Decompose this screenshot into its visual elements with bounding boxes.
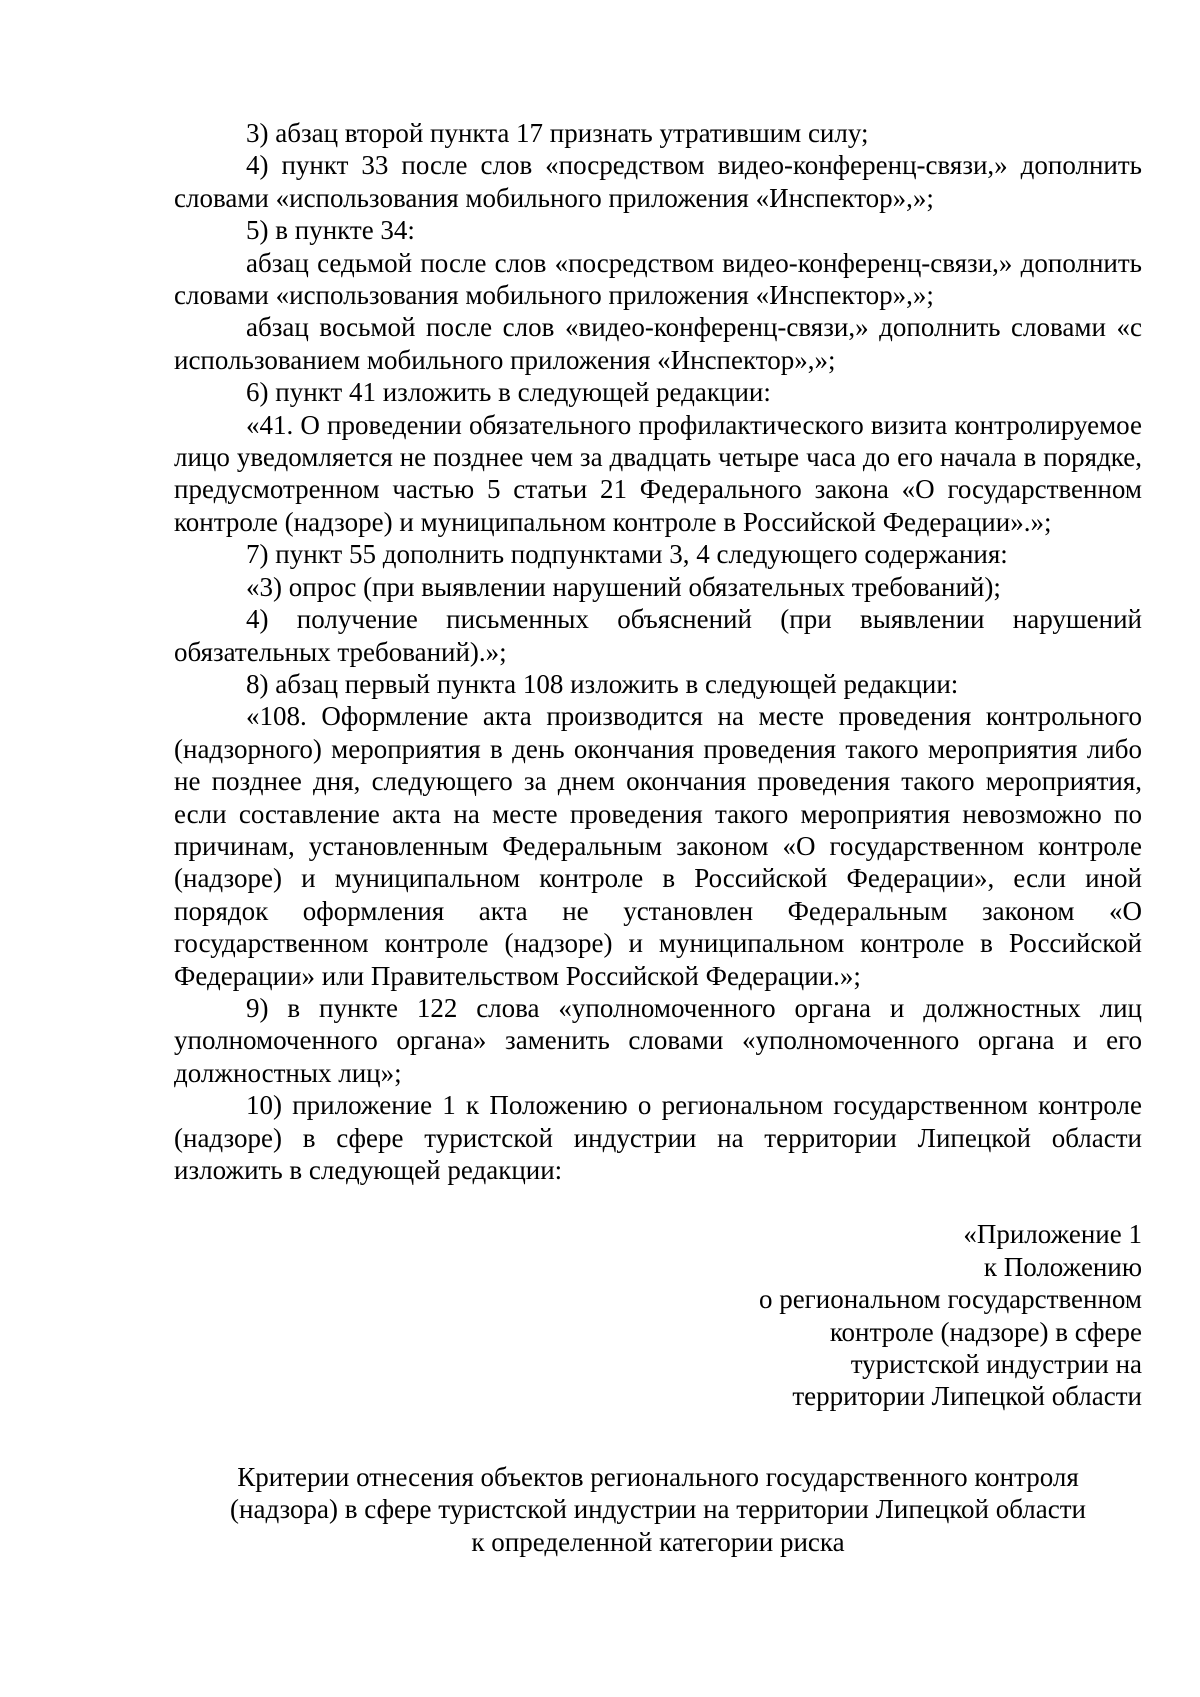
paragraph: «3) опрос (при выявлении нарушений обязательных требований); bbox=[246, 571, 1001, 602]
paragraph: 4) получение письменных объяснений (при выявлении нарушений обязательных требований).»; bbox=[174, 604, 1142, 667]
paragraph: «108. Оформление акта производится на месте проведения контрольного (надзорного) мероприятия в день окончания проведения такого мероприятия либо не позднее дня, следующего за днем окончания проведения такого мероприятия, если составление акта на месте проведения такого мероприятия невозможно по причинам, установленным Федеральным законом «О государственном контроле (надзоре) и муниципальном контроле в Российской Федерации», если иной порядок оформления акта не установлен Федеральным законом «О государственном контроле (надзоре) и муниципальном контроле в Российской Федерации» или Правительством Российской Федерации.»; bbox=[174, 701, 1142, 991]
title-line: к определенной категории риска bbox=[471, 1526, 845, 1557]
paragraph: 3) абзац второй пункта 17 признать утратившим силу; bbox=[246, 118, 869, 148]
document-page bbox=[174, 117, 1142, 1558]
paragraph: 6) пункт 41 изложить в следующей редакции: bbox=[246, 377, 771, 408]
paragraph: 7) пункт 55 дополнить подпунктами 3, 4 следующего содержания: bbox=[246, 539, 1008, 570]
appendix-header bbox=[174, 1218, 1142, 1412]
appendix-line: к Положению bbox=[983, 1251, 1142, 1282]
paragraph: 9) в пункте 122 слова «уполномоченного органа и должностных лиц уполномоченного органа» заменить словами «уполномоченного органа и его должностных лиц»; bbox=[174, 992, 1142, 1088]
paragraph: 8) абзац первый пункта 108 изложить в следующей редакции: bbox=[246, 668, 959, 699]
paragraph: абзац седьмой после слов «посредством видео-конференц-связи,» дополнить словами «использования мобильного приложения «Инспектор»,»; bbox=[174, 247, 1142, 311]
appendix-line: «Приложение 1 bbox=[963, 1219, 1142, 1250]
section-title bbox=[174, 1461, 1142, 1558]
paragraph: 5) в пункте 34: bbox=[246, 215, 415, 246]
paragraph: 10) приложение 1 к Положению о региональном государственном контроле (надзоре) в сфере туристской индустрии на территории Липецкой области изложить в следующей редакции: bbox=[174, 1090, 1142, 1185]
appendix-line: территории Липецкой области bbox=[792, 1381, 1142, 1412]
appendix-line: контроле (надзоре) в сфере bbox=[829, 1316, 1142, 1347]
appendix-line: туристской индустрии на bbox=[850, 1349, 1142, 1380]
appendix-line: о региональном государственном bbox=[758, 1284, 1142, 1315]
paragraph: 4) пункт 33 после слов «посредством видео-конференц-связи,» дополнить словами «использования мобильного приложения «Инспектор»,»; bbox=[174, 150, 1142, 213]
paragraph: «41. О проведении обязательного профилактического визита контролируемое лицо уведомляется не позднее чем за двадцать четыре часа до его начала в порядке, предусмотренном частью 5 статьи 21 Федерального закона «О государственном контроле (надзоре) и муниципальном контроле в Российской Федерации».»; bbox=[174, 409, 1142, 537]
paragraph: абзац восьмой после слов «видео-конференц-связи,» дополнить словами «с использованием мобильного приложения «Инспектор»,»; bbox=[174, 312, 1142, 375]
title-line: (надзора) в сфере туристской индустрии на территории Липецкой области bbox=[230, 1494, 1086, 1525]
title-line: Критерии отнесения объектов регионального государственного контроля bbox=[237, 1461, 1079, 1492]
